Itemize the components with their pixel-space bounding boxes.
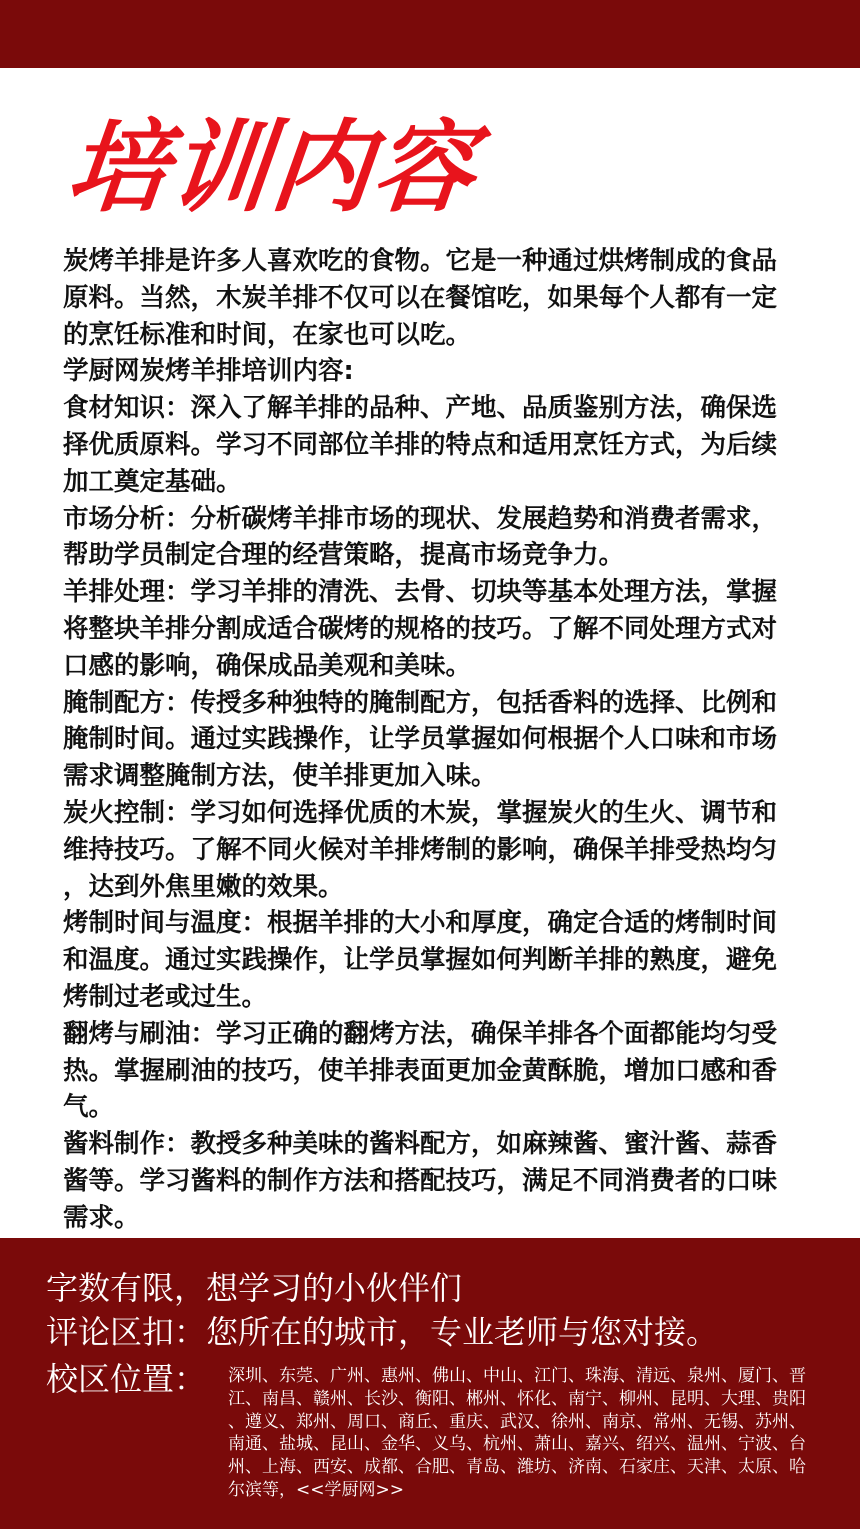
contact-panel bbox=[0, 1238, 860, 1529]
topic-market-analysis: 市场分析：分析碳烤羊排市场的现状、发展趋势和消费者需求，帮助学员制定合理的经营策略，提高市场竞争力。 bbox=[63, 503, 778, 571]
section-heading: 学厨网炭烤羊排培训内容: bbox=[63, 356, 354, 387]
topic-sauce-making: 酱料制作：教授多种美味的酱料配方，如麻辣酱、蜜汁酱、蒜香酱等。学习酱料的制作方法和搭配技巧，满足不同消费者的口味需求。 bbox=[63, 1129, 778, 1233]
page-title: 培训内容 bbox=[61, 109, 483, 226]
topic-marinade-recipes: 腌制配方：传授多种独特的腌制配方，包括香料的选择、比例和腌制时间。通过实践操作，让学员掌握如何根据个人口味和市场需求调整腌制方法，使羊排更加入味。 bbox=[63, 687, 778, 792]
training-content bbox=[63, 243, 798, 1237]
topic-lamb-processing: 羊排处理：学习羊排的清洗、去骨、切块等基本处理方法，掌握将整块羊排分割成适合碳烤的规格的技巧。了解不同处理方式对口感的影响，确保成品美观和美味。 bbox=[63, 577, 778, 681]
campus-list: 深圳、东莞、广州、惠州、佛山、中山、江门、珠海、清远、泉州、厦门、晋江、南昌、赣州、长沙、衡阳、郴州、怀化、南宁、柳州、昆明、大理、贵阳、遵义、郑州、周口、商丘、重庆、武汉、徐州、南京、常州、无锡、苏州、南通、盐城、昆山、金华、义乌、杭州、萧山、嘉兴、绍兴、温州、宁波、台州、上海、西安、成都、合肥、青岛、潍坊、济南、石家庄、天津、太原、哈尔滨等，<<学厨网>> bbox=[228, 1366, 806, 1500]
campus-label: 校区位置： bbox=[46, 1360, 207, 1398]
topic-time-temperature: 烤制时间与温度：根据羊排的大小和厚度，确定合适的烤制时间和温度。通过实践操作，让学员掌握如何判断羊排的熟度，避免烤制过老或过生。 bbox=[63, 908, 778, 1012]
top-banner bbox=[0, 0, 860, 68]
cta-line-comment: 评论区扣：您所在的城市，专业老师与您对接。 bbox=[46, 1313, 719, 1351]
topic-charcoal-control: 炭火控制：学习如何选择优质的木炭，掌握炭火的生火、调节和维持技巧。了解不同火候对羊排烤制的影响，确保羊排受热均匀，达到外焦里嫩的效果。 bbox=[63, 797, 778, 902]
topic-flipping-basting: 翻烤与刷油：学习正确的翻烤方法，确保羊排各个面都能均匀受热。掌握刷油的技巧，使羊排表面更加金黄酥脆，增加口感和香气。 bbox=[63, 1018, 778, 1123]
intro-paragraph: 炭烤羊排是许多人喜欢吃的食物。它是一种通过烘烤制成的食品原料。当然，木炭羊排不仅可以在餐馆吃，如果每个人都有一定的烹饪标准和时间，在家也可以吃。 bbox=[63, 246, 778, 350]
topic-ingredient-knowledge: 食材知识：深入了解羊排的品种、产地、品质鉴别方法，确保选择优质原料。学习不同部位羊排的特点和适用烹饪方式，为后续加工奠定基础。 bbox=[63, 393, 778, 497]
cta-line-limited: 字数有限，想学习的小伙伴们 bbox=[46, 1269, 463, 1307]
